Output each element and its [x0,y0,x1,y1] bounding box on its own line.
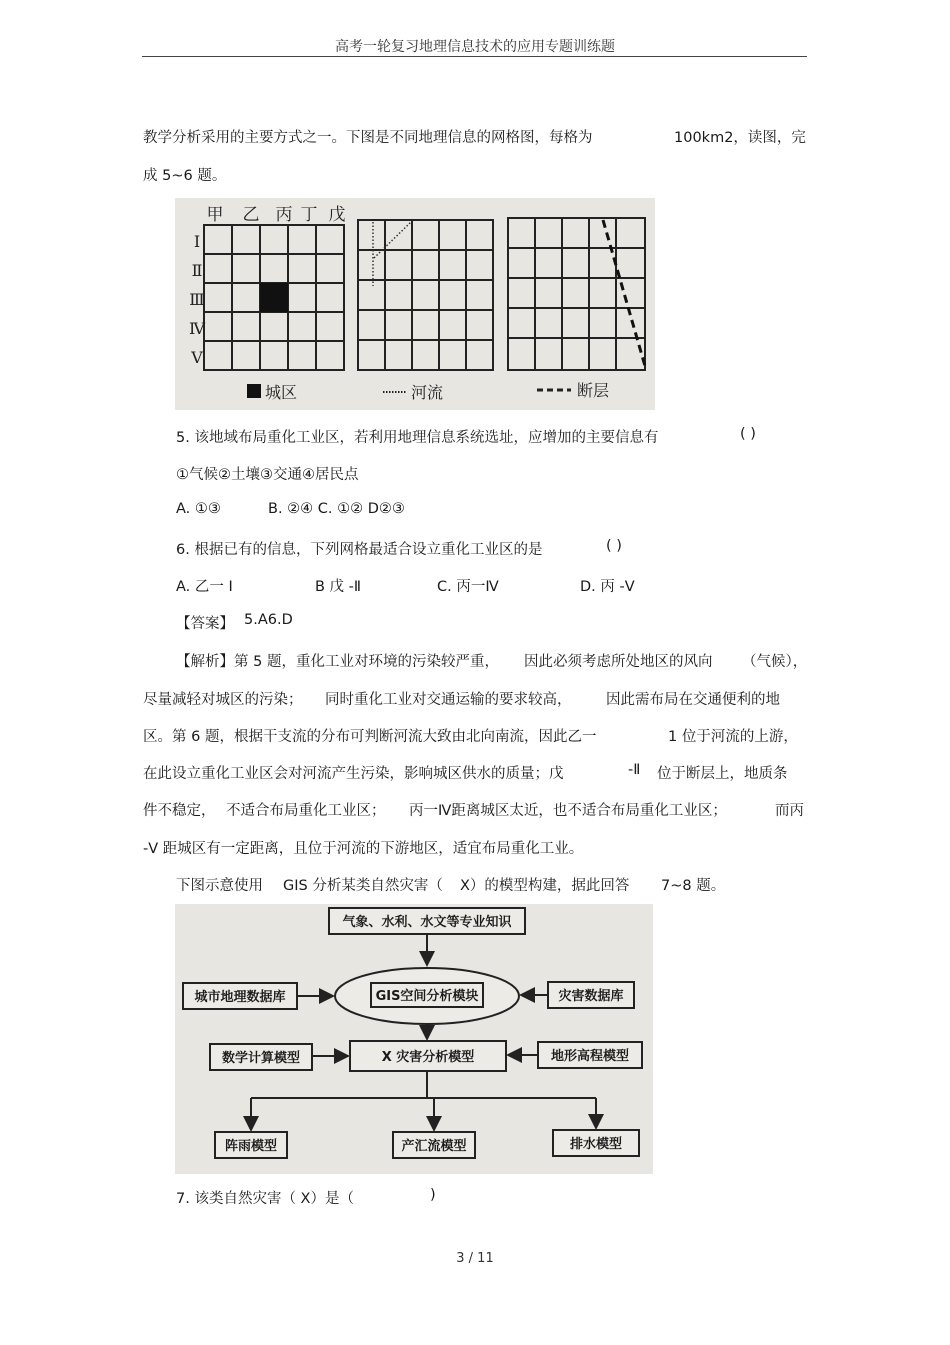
intro2-text: 7~8 题。 [661,878,726,894]
runoff-model-label: 产汇流模型 [401,1139,467,1154]
analysis-text: 因此需布局在交通便利的地 [606,692,780,708]
q6-option-a: A. 乙一 Ⅰ [176,579,233,595]
intro-line-1-tail: 100km2，读图，完 [674,130,806,146]
q6-option-d: D. 丙 -Ⅴ [580,579,635,595]
intro-line-2: 成 5~6 题。 [143,168,227,184]
q7-stem: 7. 该类自然灾害（ X）是（ [176,1191,354,1207]
page-header-title: 高考一轮复习地理信息技术的应用专题训练题 [335,39,615,55]
gis-module-label: GIS空间分析模块 [375,989,479,1004]
fault-line [603,220,645,366]
q6-stem: 6. 根据已有的信息，下列网格最适合设立重化工业区的是 [176,542,543,558]
column-label: 乙 [242,205,260,225]
analysis-text: 位于断层上，地质条 [657,766,788,782]
x-model-label: X 灾害分析模型 [381,1050,475,1065]
gis-model-figure [175,904,653,1174]
math-model-label: 数学计算模型 [221,1051,301,1066]
q6-option-b: B 戊 -Ⅱ [315,579,362,595]
analysis-text: 在此设立重化工业区会对河流产生污染，影响城区供水的质量；戊 [143,766,564,782]
row-label: Ⅲ [189,290,205,309]
analysis-text: -Ⅱ [628,762,641,778]
grid-map-figure [175,198,655,410]
analysis-text: 不适合布局重化工业区； [226,803,386,819]
river-grid [358,220,493,370]
analysis-text: 尽量减轻对城区的污染； [143,692,303,708]
row-label: Ⅳ [189,319,205,338]
drain-model-label: 排水模型 [569,1137,623,1152]
header-rule [142,56,807,57]
column-label: 戊 [328,205,346,225]
answer-value: 5.A6.D [244,612,293,628]
row-label: Ⅱ [191,261,203,280]
q5-options-list: ①气候②土壤③交通④居民点 [176,467,359,483]
rain-model-label: 阵雨模型 [224,1139,278,1154]
analysis-text: 【解析】第 5 题，重化工业对环境的污染较严重， [176,654,499,670]
analysis-text: （气候）， [742,654,808,670]
disaster-db-label: 灾害数据库 [558,989,624,1004]
knowledge-label: 气象、水利、水文等专业知识 [342,915,512,930]
city-legend-label: 城区 [265,383,298,402]
column-label: 丁 [300,205,318,225]
river-legend-label: 河流 [411,383,444,402]
intro2-text: X）的模型构建，据此回答 [460,878,630,894]
intro2-text: 下图示意使用 [176,878,263,894]
intro-line-1: 教学分析采用的主要方式之一。下图是不同地理信息的网格图，每格为 [143,130,593,146]
q6-bracket: ( ) [606,538,622,554]
intro2-text: GIS 分析某类自然灾害（ [283,878,443,894]
river-tributary [374,222,411,258]
analysis-text: 而丙 [775,803,804,819]
analysis-text: -Ⅴ 距城区有一定距离，且位于河流的下游地区，适宜布局重化工业。 [143,841,584,857]
analysis-text: 件不稳定， [143,803,216,819]
row-label: Ⅴ [191,348,203,367]
city-cell [260,283,288,312]
q5-bracket: ( ) [740,426,756,442]
page-number: 3 / 11 [456,1251,494,1266]
city-db-label: 城市地理数据库 [194,990,286,1005]
city-legend-swatch [247,384,261,398]
column-label: 甲 [206,205,224,225]
fault-grid [508,218,645,370]
grid-column-labels [207,205,346,225]
q7-bracket-close: ) [430,1187,436,1203]
analysis-text: 1 位于河流的上游， [668,729,798,745]
q6-option-c: C. 丙一Ⅳ [437,579,499,595]
grid-legend [247,381,609,402]
analysis-text: 因此必须考虑所处地区的风向 [524,654,713,670]
column-label: 丙 [275,205,293,225]
terrain-model-label: 地形高程模型 [550,1049,630,1064]
answer-label: 【答案】 [176,616,234,632]
q5-option-a: A. ①③ [176,501,221,517]
q5-stem: 5. 该地域布局重化工业区，若利用地理信息系统选址，应增加的主要信息有 [176,430,659,446]
analysis-text: 同时重化工业对交通运输的要求较高， [325,692,572,708]
analysis-text: 区。第 6 题，根据干支流的分布可判断河流大致由北向南流，因此乙一 [143,729,597,745]
analysis-text: 丙一Ⅳ距离城区太近，也不适合布局重化工业区； [409,803,727,819]
q5-option-bcd: B. ②④ C. ①② D②③ [268,501,405,517]
row-label: Ⅰ [193,232,201,251]
fault-legend-label: 断层 [577,381,610,400]
